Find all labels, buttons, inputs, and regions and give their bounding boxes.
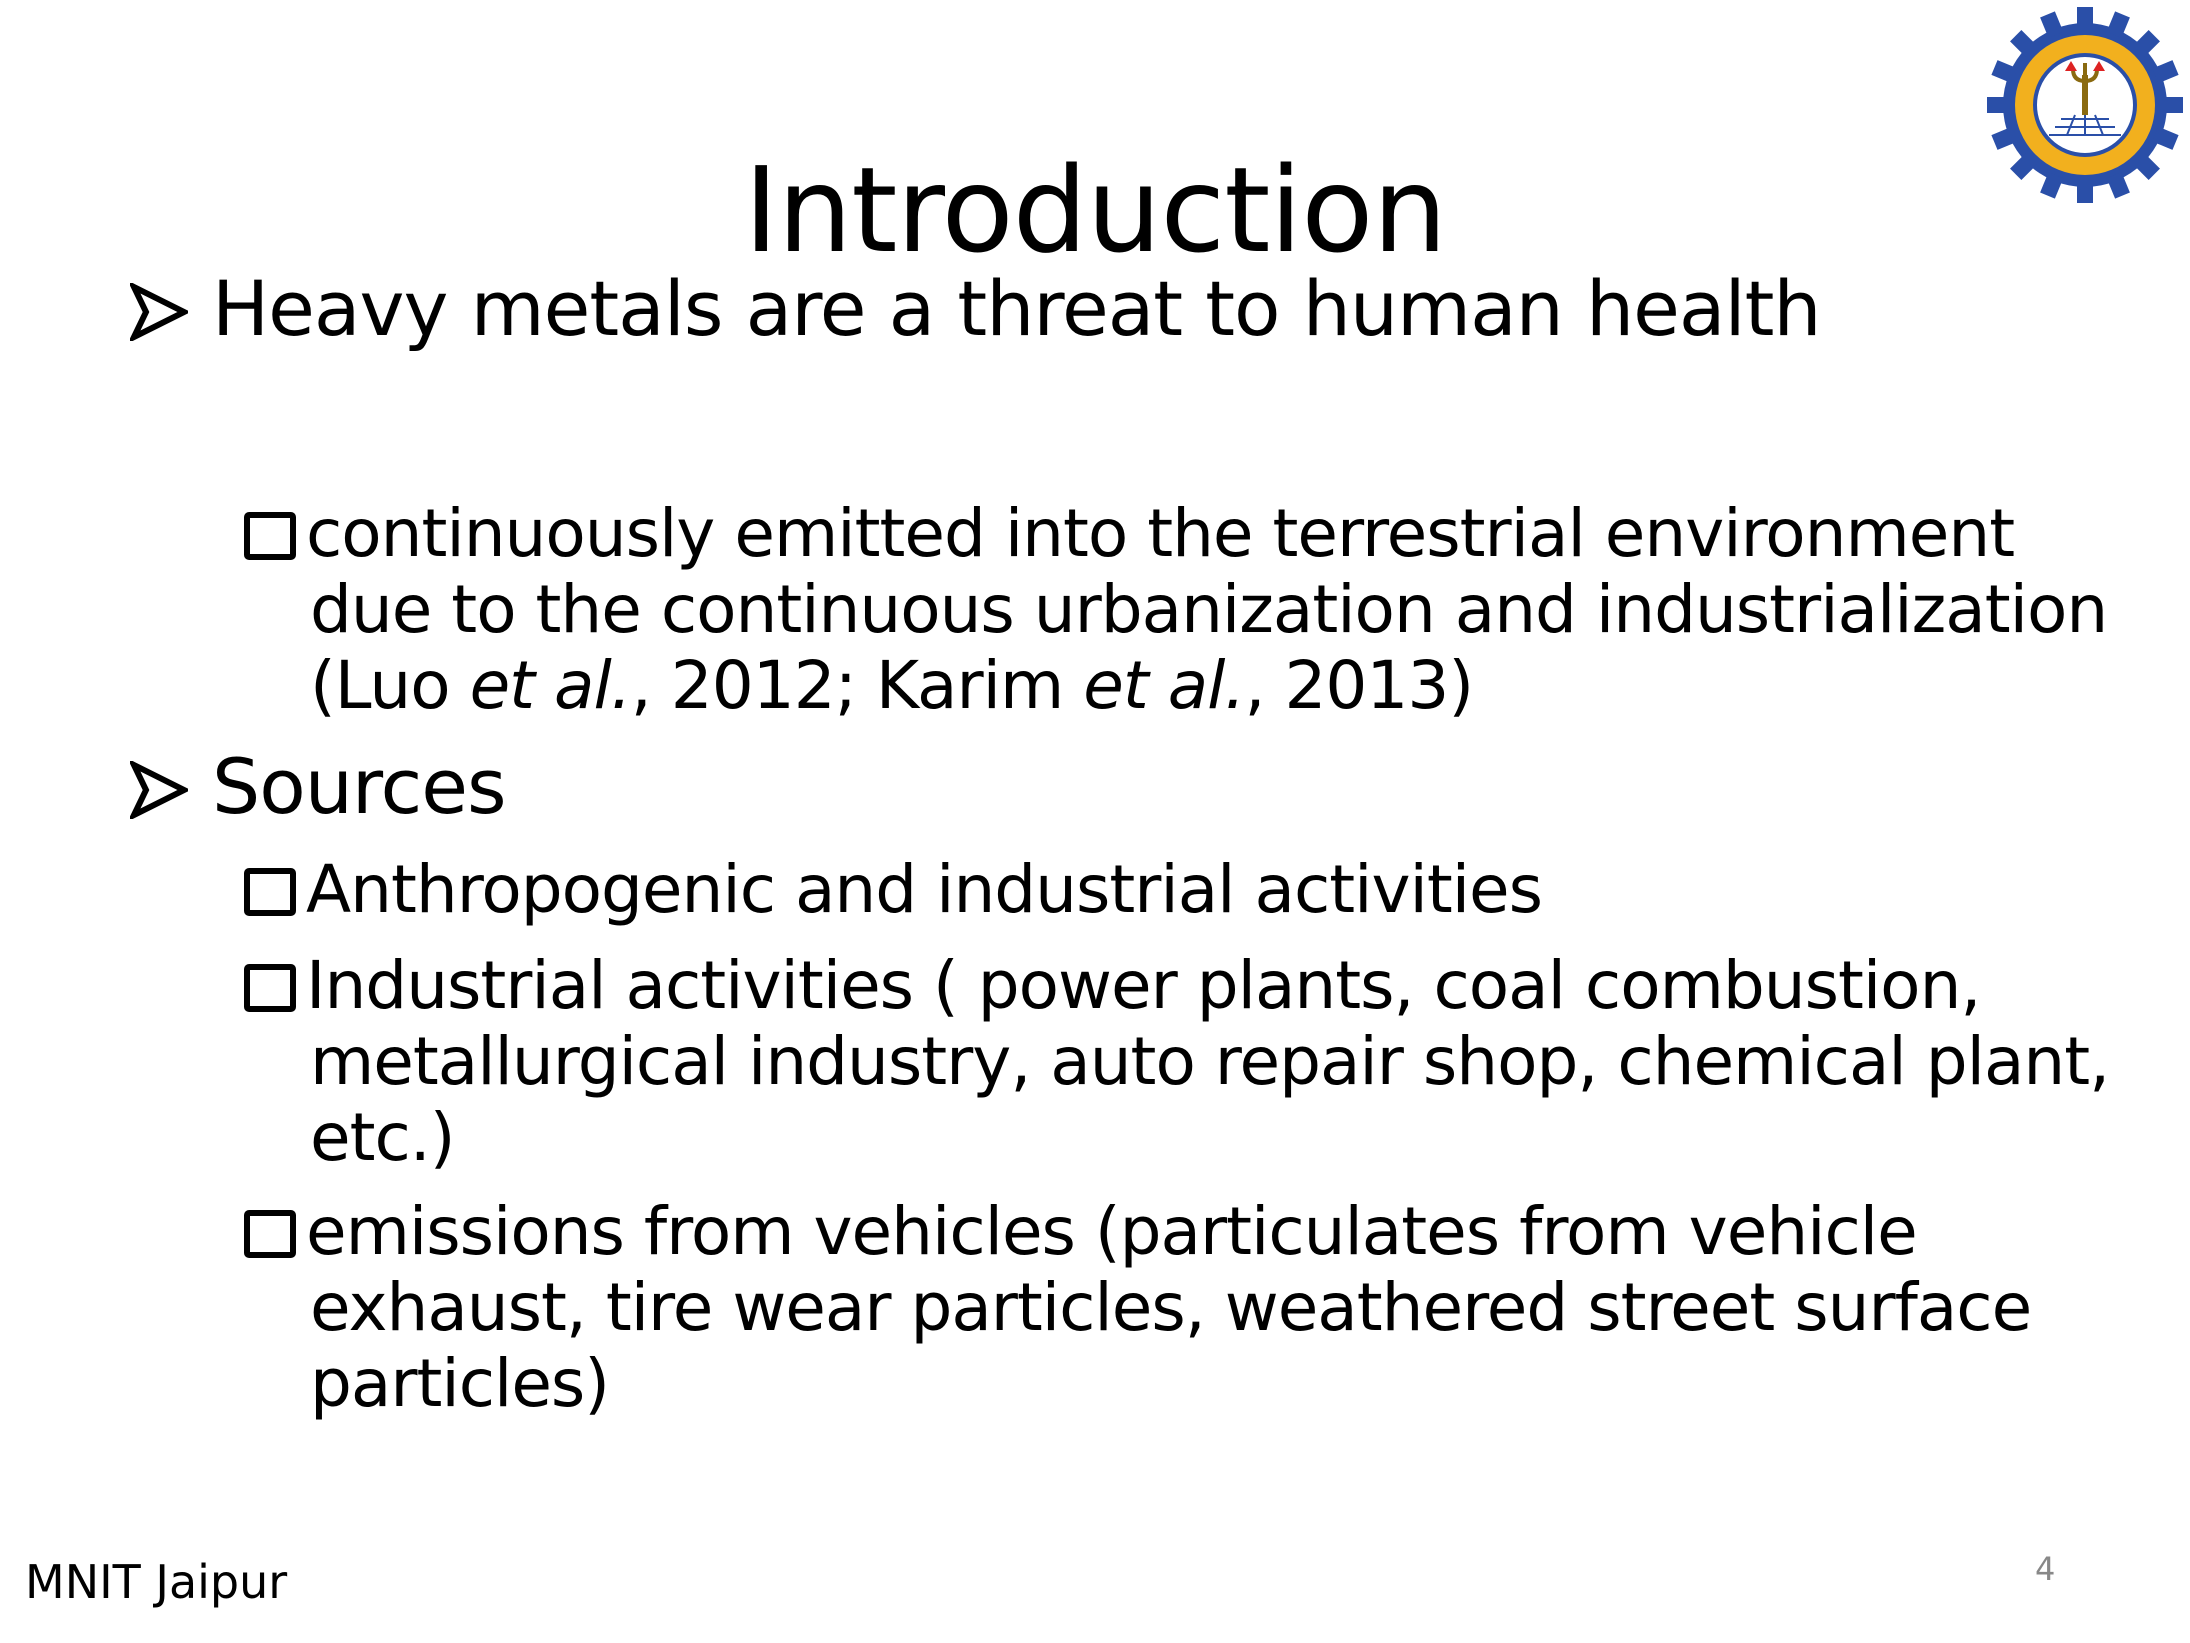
arrow-bullet-icon (130, 264, 212, 354)
bullet-heavy-metals (130, 264, 1821, 354)
arrow-bullet-icon (130, 742, 212, 832)
footer-text: MNIT Jaipur (25, 1555, 288, 1609)
checkbox-bullet-icon (244, 964, 296, 1012)
checkbox-bullet-icon (244, 868, 296, 916)
page-number: 4 (2035, 1550, 2056, 1588)
subitem-anthropogenic: Anthropogenic and industrial activities (244, 852, 2150, 928)
bullet-label: Heavy metals are a threat to human health (212, 264, 1821, 353)
bullet-label: Sources (212, 742, 506, 831)
subitem-emissions-urbanization: continuously emitted into the terrestrial environment due to the continuous urbanization and industrialization (Luo et al., 2012; Karim et al., 2013) (244, 496, 2150, 724)
subitem-vehicle-emissions: emissions from vehicles (particulates from vehicle exhaust, tire wear particles, weathered street surface particles) (244, 1194, 2150, 1422)
bullet-sources (130, 742, 506, 832)
checkbox-bullet-icon (244, 1210, 296, 1258)
subitem-industrial-activities: Industrial activities ( power plants, coal combustion, metallurgical industry, auto repair shop, chemical plant, etc.) (244, 948, 2150, 1176)
checkbox-bullet-icon (244, 512, 296, 560)
institute-logo (1985, 5, 2185, 205)
slide-title: Introduction (743, 141, 1447, 279)
